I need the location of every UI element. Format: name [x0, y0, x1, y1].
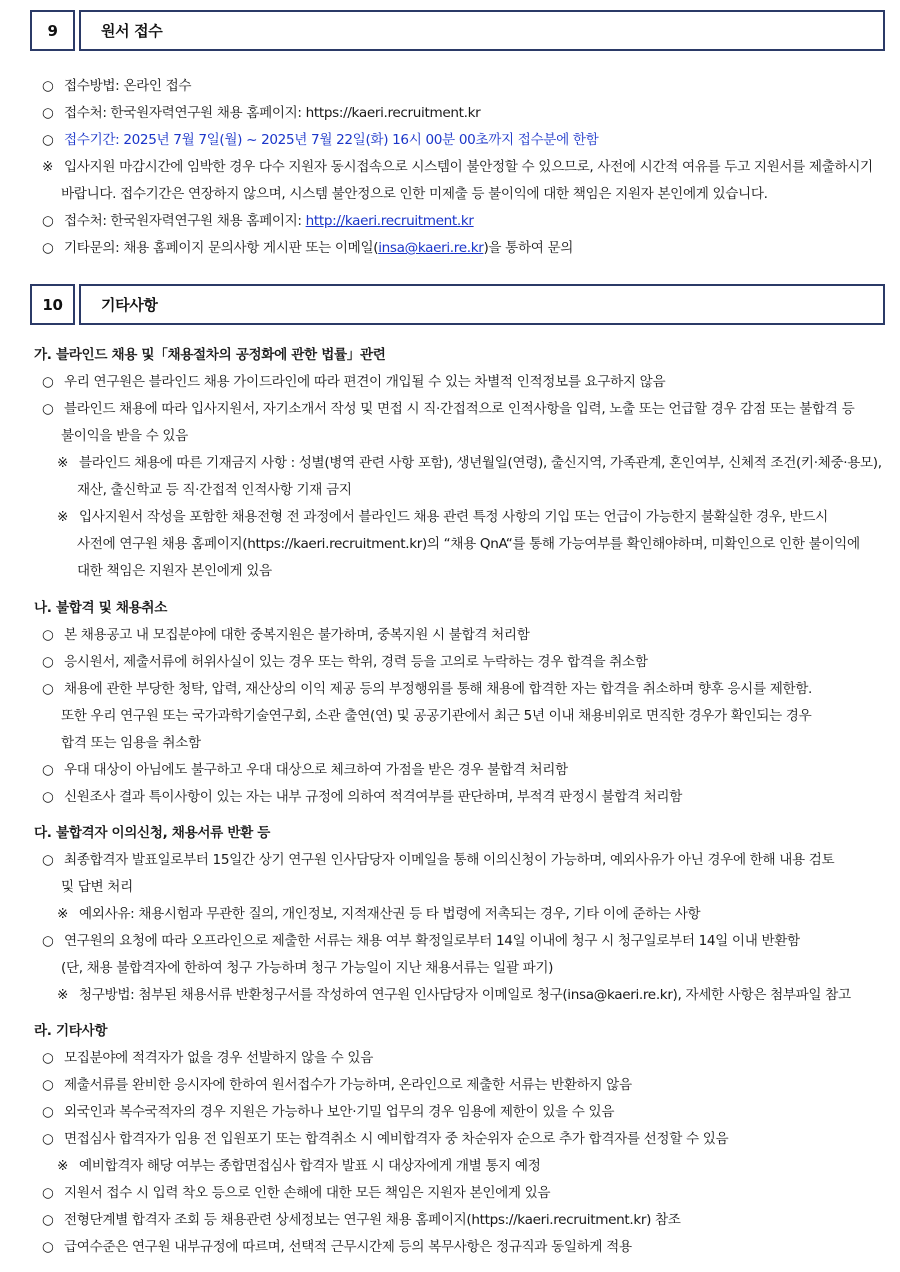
section-title: 기타사항: [79, 284, 885, 325]
section-number: 10: [30, 284, 75, 325]
list-item: ○ 응시원서, 제출서류에 허위사실이 있는 경우 또는 학위, 경력 등을 고의로 누락하는 경우 합격을 취소함: [42, 654, 648, 670]
list-item: ○ 접수기간: 2025년 7월 7일(월) ~ 2025년 7월 22일(화) 16시 00분 00초까지 접수분에 한함: [42, 132, 599, 148]
list-item: ○ 기타문의: 채용 홈페이지 문의사항 게시판 또는 이메일(insa@kaeri.re.kr)을 통하여 문의: [42, 240, 574, 256]
note-item: ※ 블라인드 채용에 따른 기재금지 사항 : 성별(병역 관련 사항 포함), 생년월일(연령), 출신지역, 가족관계, 혼인여부, 신체적 조건(키·체중·용모),: [57, 455, 882, 471]
email-link[interactable]: insa@kaeri.re.kr: [378, 240, 484, 256]
list-item: ○ 접수처: 한국원자력연구원 채용 홈페이지: https://kaeri.recruitment.kr: [42, 105, 481, 121]
list-item: ○ 접수처: 한국원자력연구원 채용 홈페이지: http://kaeri.recruitment.kr: [42, 213, 474, 229]
note-continuation: 재산, 출신학교 등 직·간접적 인적사항 기재 금지: [77, 482, 352, 498]
section-9-header: [30, 10, 885, 51]
recruitment-site-link[interactable]: http://kaeri.recruitment.kr: [305, 213, 474, 229]
list-continuation: 불이익을 받을 수 있음: [61, 428, 188, 444]
section-title: 원서 접수: [79, 10, 885, 51]
list-item: ○ 우대 대상이 아님에도 불구하고 우대 대상으로 체크하여 가점을 받은 경우 불합격 처리함: [42, 762, 568, 778]
subsection-heading: 나. 불합격 및 채용취소: [34, 600, 167, 616]
subsection-heading: 가. 블라인드 채용 및「채용절차의 공정화에 관한 법률」관련: [34, 347, 386, 363]
list-item: ○ 신원조사 결과 특이사항이 있는 자는 내부 규정에 의하여 적격여부를 판단하며, 부적격 판정시 불합격 처리함: [42, 789, 682, 805]
list-item: ○ 전형단계별 합격자 조회 등 채용관련 상세정보는 연구원 채용 홈페이지(https://kaeri.recruitment.kr) 참조: [42, 1212, 681, 1228]
list-continuation: (단, 채용 불합격자에 한하여 청구 가능하며 청구 가능일이 지난 채용서류는 일괄 파기): [61, 960, 554, 976]
section-number: 9: [30, 10, 75, 51]
list-item: ○ 블라인드 채용에 따라 입사지원서, 자기소개서 작성 및 면접 시 직·간접적으로 인적사항을 입력, 노출 또는 언급할 경우 감점 또는 불합격 등: [42, 401, 855, 417]
list-item: ○ 우리 연구원은 블라인드 채용 가이드라인에 따라 편견이 개입될 수 있는 차별적 인적정보를 요구하지 않음: [42, 374, 666, 390]
note-item: ※ 예외사유: 채용시험과 무관한 질의, 개인정보, 지적재산권 등 타 법령에 저촉되는 경우, 기타 이에 준하는 사항: [57, 906, 701, 922]
note-continuation: 대한 책임은 지원자 본인에게 있음: [77, 563, 272, 579]
list-item: ○ 급여수준은 연구원 내부규정에 따르며, 선택적 근무시간제 등의 복무사항은 정규직과 동일하게 적용: [42, 1239, 632, 1255]
note-continuation: 바랍니다. 접수기간은 연장하지 않으며, 시스템 불안정으로 인한 미제출 등 불이익에 대한 책임은 지원자 본인에게 있습니다.: [61, 186, 768, 202]
note-continuation: 사전에 연구원 채용 홈페이지(https://kaeri.recruitment.kr)의 “채용 QnA“를 통해 가능여부를 확인해야하며, 미확인으로 인한 불이익에: [77, 536, 860, 552]
subsection-heading: 라. 기타사항: [34, 1023, 108, 1039]
list-item: ○ 최종합격자 발표일로부터 15일간 상기 연구원 인사담당자 이메일을 통해 이의신청이 가능하며, 예외사유가 아닌 경우에 한해 내용 검토: [42, 852, 835, 868]
list-item: ○ 외국인과 복수국적자의 경우 지원은 가능하나 보안·기밀 업무의 경우 임용에 제한이 있을 수 있음: [42, 1104, 615, 1120]
list-item: ○ 본 채용공고 내 모집분야에 대한 중복지원은 불가하며, 중복지원 시 불합격 처리함: [42, 627, 530, 643]
list-item: ○ 접수방법: 온라인 접수: [42, 78, 192, 94]
list-continuation: 합격 또는 임용을 취소함: [61, 735, 201, 751]
list-continuation: 또한 우리 연구원 또는 국가과학기술연구회, 소관 출연(연) 및 공공기관에서 최근 5년 이내 채용비위로 면직한 경우가 확인되는 경우: [61, 708, 812, 724]
application-period: 접수기간: 2025년 7월 7일(월) ~ 2025년 7월 22일(화) 16시 00분 00초까지 접수분에 한함: [64, 132, 599, 148]
note-item: ※ 예비합격자 해당 여부는 종합면접심사 합격자 발표 시 대상자에게 개별 통지 예정: [57, 1158, 541, 1174]
section-10-header: [30, 284, 885, 325]
note-item: ※ 입사지원서 작성을 포함한 채용전형 전 과정에서 블라인드 채용 관련 특정 사항의 기입 또는 언급이 가능한지 불확실한 경우, 반드시: [57, 509, 828, 525]
list-item: ○ 연구원의 요청에 따라 오프라인으로 제출한 서류는 채용 여부 확정일로부터 14일 이내에 청구 시 청구일로부터 14일 이내 반환함: [42, 933, 800, 949]
list-item: ○ 지원서 접수 시 입력 착오 등으로 인한 손해에 대한 모든 책임은 지원자 본인에게 있음: [42, 1185, 551, 1201]
list-item: ○ 면접심사 합격자가 임용 전 입원포기 또는 합격취소 시 예비합격자 중 차순위자 순으로 추가 합격자를 선정할 수 있음: [42, 1131, 729, 1147]
list-item: ○ 모집분야에 적격자가 없을 경우 선발하지 않을 수 있음: [42, 1050, 373, 1066]
list-continuation: 및 답변 처리: [61, 879, 133, 895]
list-item: ○ 제출서류를 완비한 응시자에 한하여 원서접수가 가능하며, 온라인으로 제출한 서류는 반환하지 않음: [42, 1077, 632, 1093]
note-item: ※ 입사지원 마감시간에 임박한 경우 다수 지원자 동시접속으로 시스템이 불안정할 수 있으므로, 사전에 시간적 여유를 두고 지원서를 제출하시기: [42, 159, 873, 175]
subsection-heading: 다. 불합격자 이의신청, 채용서류 반환 등: [34, 825, 271, 841]
note-item: ※ 청구방법: 첨부된 채용서류 반환청구서를 작성하여 연구원 인사담당자 이메일로 청구(insa@kaeri.re.kr), 자세한 사항은 첨부파일 참고: [57, 987, 851, 1003]
list-item: ○ 채용에 관한 부당한 청탁, 압력, 재산상의 이익 제공 등의 부정행위를 통해 채용에 합격한 자는 합격을 취소하며 향후 응시를 제한함.: [42, 681, 813, 697]
